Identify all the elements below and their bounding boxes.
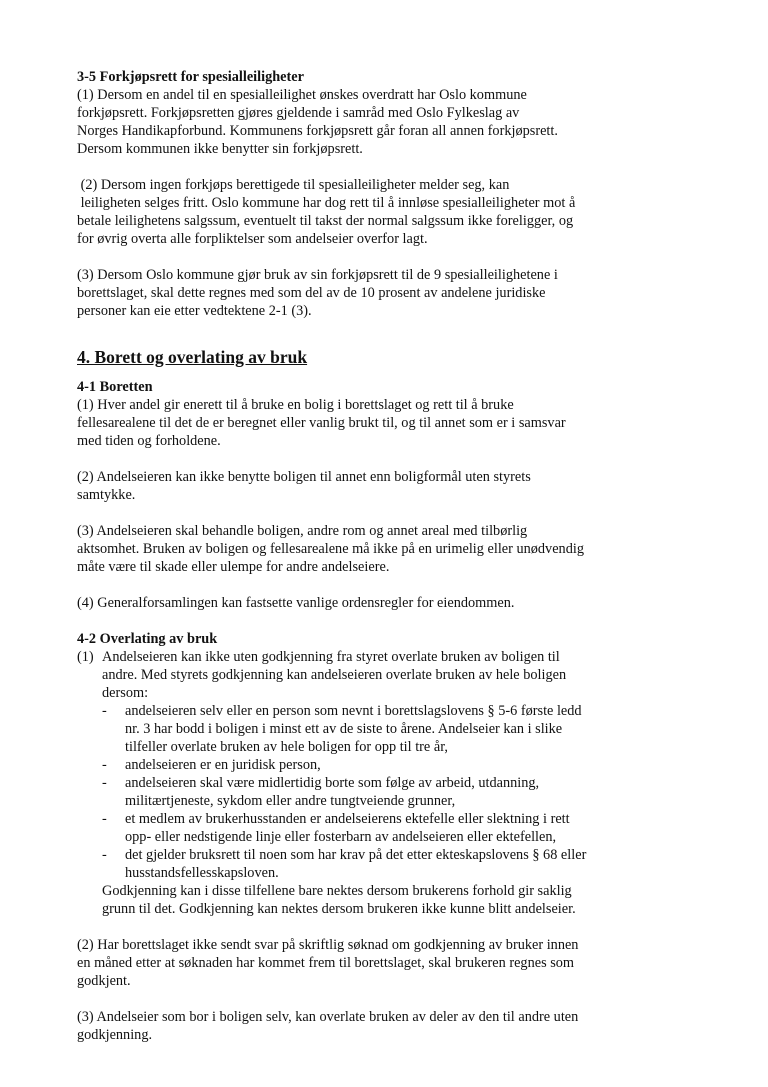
text-line: dersom:	[102, 685, 149, 701]
text-line: (1) Dersom en andel til en spesialleilighet ønskes overdratt har Oslo kommune	[77, 87, 527, 103]
dash-list	[77, 702, 677, 882]
list-item	[102, 810, 677, 846]
text-line: nr. 3 har bodd i boligen i minst ett av de siste to årene. Andelseier kan i slike	[125, 721, 563, 737]
text-line: (4) Generalforsamlingen kan fastsette vanlige ordensregler for eiendommen.	[77, 595, 515, 611]
text-line: (3) Andelseier som bor i boligen selv, kan overlate bruken av deler av den til andre uten	[77, 1009, 579, 1025]
text-line: leiligheten selges fritt. Oslo kommune har dog rett til å innløse spesialleiligheter mot å	[77, 195, 576, 211]
paragraph-4-1-1	[77, 396, 677, 450]
chapter-heading-4: 4. Borett og overlating av bruk	[77, 347, 308, 367]
list-item	[102, 702, 677, 756]
text-line: betale leilighetens salgssum, eventuelt til takst der normal salgssum ikke foreligger, og	[77, 213, 574, 229]
text-line: opp- eller nedstigende linje eller fosterbarn av andelseieren eller ektefellen,	[125, 829, 557, 845]
paragraph-3-5-3	[77, 266, 677, 320]
dash-bullet: -	[102, 811, 107, 827]
text-line: med tiden og forholdene.	[77, 433, 221, 449]
text-line: andelseieren skal være midlertidig borte som følge av arbeid, utdanning,	[125, 775, 540, 791]
text-line: (3) Dersom Oslo kommune gjør bruk av sin forkjøpsrett til de 9 spesialleilighetene i	[77, 267, 558, 283]
text-line: godkjenning.	[77, 1027, 153, 1043]
text-line: (2) Dersom ingen forkjøps berettigede til spesialleiligheter melder seg, kan	[77, 177, 510, 193]
paragraph-4-1-2	[77, 468, 677, 504]
after-list-text	[102, 882, 677, 918]
text-line: forkjøpsrett. Forkjøpsretten gjøres gjeldende i samråd med Oslo Fylkeslag av	[77, 105, 520, 121]
dash-bullet: -	[102, 703, 107, 719]
section-heading-4-2: 4-2 Overlating av bruk	[77, 631, 218, 647]
text-line: Godkjenning kan i disse tilfellene bare nektes dersom brukerens forhold gir saklig	[102, 883, 572, 899]
text-line: (3) Andelseieren skal behandle boligen, andre rom og annet areal med tilbørlig	[77, 523, 528, 539]
text-line: borettslaget, skal dette regnes med som del av de 10 prosent av andelene juridiske	[77, 285, 546, 301]
text-line: (1) Hver andel gir enerett til å bruke en bolig i borettslaget og rett til å bruke	[77, 397, 514, 413]
paragraph-4-2-3	[77, 1008, 677, 1044]
text-line: for øvrig overta alle forpliktelser som andelseier overfor lagt.	[77, 231, 428, 247]
text-line: tilfeller overlate bruken av hele boligen for opp til tre år,	[125, 739, 448, 755]
item-number: (1)	[77, 649, 94, 665]
text-line: husstandsfellesskapsloven.	[125, 865, 279, 881]
text-line: Andelseieren kan ikke uten godkjenning fra styret overlate bruken av boligen til	[102, 649, 560, 665]
text-line: et medlem av brukerhusstanden er andelseierens ektefelle eller slektning i rett	[125, 811, 570, 827]
text-line: andelseieren selv eller en person som nevnt i borettslagslovens § 5-6 første ledd	[125, 703, 582, 719]
dash-bullet: -	[102, 775, 107, 791]
paragraph-3-5-2	[77, 176, 677, 248]
text-line: det gjelder bruksrett til noen som har krav på det etter ekteskapslovens § 68 eller	[125, 847, 587, 863]
text-line: grunn til det. Godkjenning kan nektes dersom brukeren ikke kunne blitt andelseier.	[102, 901, 576, 917]
list-item	[102, 846, 677, 882]
dash-bullet: -	[102, 757, 107, 773]
text-line: personer kan eie etter vedtektene 2-1 (3).	[77, 303, 312, 319]
text-line: militærtjeneste, sykdom eller andre tungtveiende grunner,	[125, 793, 456, 809]
section-heading-3-5: 3-5 Forkjøpsrett for spesialleiligheter	[77, 69, 304, 85]
text-line: måte være til skade eller ulempe for andre andelseiere.	[77, 559, 390, 575]
text-line: (2) Andelseieren kan ikke benytte boligen til annet enn boligformål uten styrets	[77, 469, 531, 485]
text-line: (2) Har borettslaget ikke sendt svar på skriftlig søknad om godkjenning av bruker innen	[77, 937, 579, 953]
text-line: Norges Handikapforbund. Kommunens forkjøpsrett går foran all annen forkjøpsrett.	[77, 123, 558, 139]
text-line: andelseieren er en juridisk person,	[125, 757, 321, 773]
list-item	[102, 774, 677, 810]
text-line: Dersom kommunen ikke benytter sin forkjøpsrett.	[77, 141, 363, 157]
dash-bullet: -	[102, 847, 107, 863]
paragraph-3-5-1	[77, 86, 677, 158]
document-page	[77, 68, 677, 1044]
numbered-item-4-2-1	[77, 648, 677, 702]
paragraph-4-1-4	[77, 594, 677, 612]
paragraph-4-1-3	[77, 522, 677, 576]
text-line: fellesarealene til det de er beregnet eller vanlig brukt til, og til annet som er i samsvar	[77, 415, 566, 431]
text-line: samtykke.	[77, 487, 136, 503]
section-heading-4-1: 4-1 Boretten	[77, 379, 153, 395]
text-line: en måned etter at søknaden har kommet frem til borettslaget, skal brukeren regnes som	[77, 955, 575, 971]
text-line: godkjent.	[77, 973, 131, 989]
text-line: aktsomhet. Bruken av boligen og fellesarealene må ikke på en urimelig eller unødvendig	[77, 541, 584, 557]
list-item	[102, 756, 677, 774]
paragraph-4-2-2	[77, 936, 677, 990]
text-line: andre. Med styrets godkjenning kan andelseieren overlate bruken av hele boligen	[102, 667, 567, 683]
